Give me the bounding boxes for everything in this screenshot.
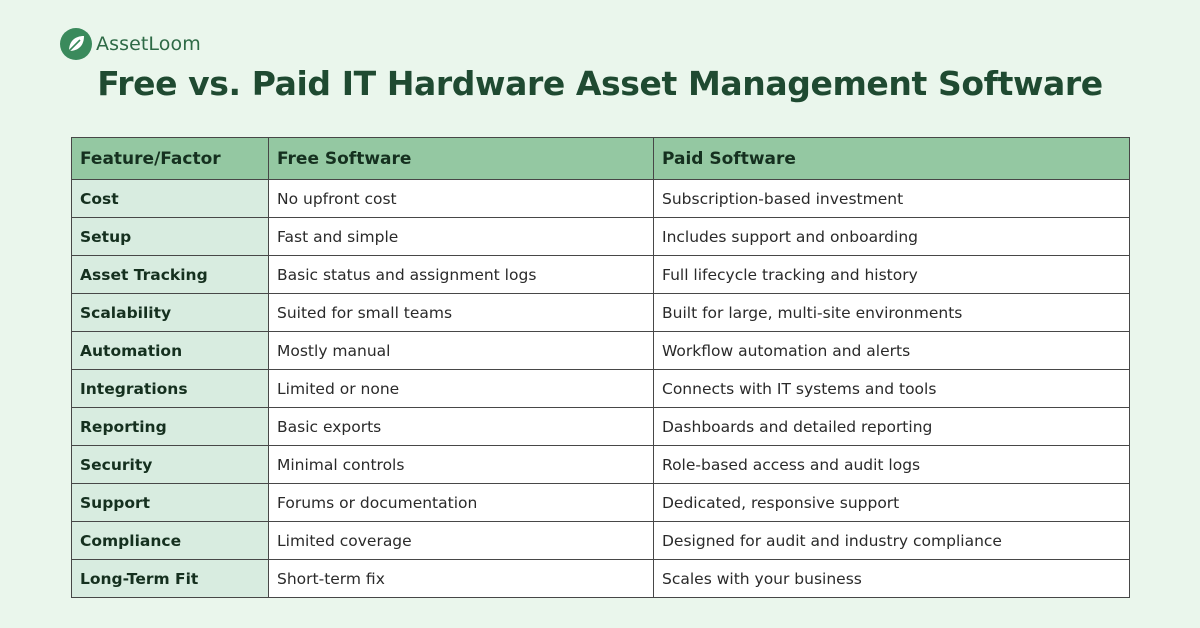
brand-name: AssetLoom (96, 33, 201, 55)
table-row (72, 484, 1130, 522)
paid-software-cell: Workflow automation and alerts (654, 332, 1130, 370)
comparison-table (71, 137, 1130, 598)
free-software-cell: Short-term fix (269, 560, 654, 598)
feature-cell: Compliance (72, 522, 269, 560)
table-row (72, 180, 1130, 218)
page-title: Free vs. Paid IT Hardware Asset Management Software (97, 64, 1103, 103)
paid-software-cell: Designed for audit and industry compliance (654, 522, 1130, 560)
table-row (72, 256, 1130, 294)
table-row (72, 446, 1130, 484)
table-row (72, 294, 1130, 332)
table-row (72, 218, 1130, 256)
feature-cell: Support (72, 484, 269, 522)
free-software-cell: Mostly manual (269, 332, 654, 370)
table-header-row (72, 138, 1130, 180)
feature-cell: Cost (72, 180, 269, 218)
free-software-cell: Limited coverage (269, 522, 654, 560)
paid-software-cell: Includes support and onboarding (654, 218, 1130, 256)
brand-logo (60, 28, 201, 60)
column-header-feature: Feature/Factor (72, 138, 269, 180)
free-software-cell: Forums or documentation (269, 484, 654, 522)
free-software-cell: Basic exports (269, 408, 654, 446)
table-row (72, 370, 1130, 408)
feature-cell: Long-Term Fit (72, 560, 269, 598)
table-row (72, 408, 1130, 446)
leaf-logo-icon (60, 28, 92, 60)
free-software-cell: Fast and simple (269, 218, 654, 256)
paid-software-cell: Role-based access and audit logs (654, 446, 1130, 484)
table-row (72, 560, 1130, 598)
paid-software-cell: Subscription-based investment (654, 180, 1130, 218)
free-software-cell: Minimal controls (269, 446, 654, 484)
paid-software-cell: Full lifecycle tracking and history (654, 256, 1130, 294)
feature-cell: Scalability (72, 294, 269, 332)
free-software-cell: Suited for small teams (269, 294, 654, 332)
paid-software-cell: Connects with IT systems and tools (654, 370, 1130, 408)
paid-software-cell: Dedicated, responsive support (654, 484, 1130, 522)
free-software-cell: No upfront cost (269, 180, 654, 218)
feature-cell: Security (72, 446, 269, 484)
column-header-paid: Paid Software (654, 138, 1130, 180)
feature-cell: Reporting (72, 408, 269, 446)
column-header-free: Free Software (269, 138, 654, 180)
feature-cell: Setup (72, 218, 269, 256)
paid-software-cell: Scales with your business (654, 560, 1130, 598)
feature-cell: Integrations (72, 370, 269, 408)
feature-cell: Automation (72, 332, 269, 370)
free-software-cell: Limited or none (269, 370, 654, 408)
table-row (72, 522, 1130, 560)
table-row (72, 332, 1130, 370)
free-software-cell: Basic status and assignment logs (269, 256, 654, 294)
paid-software-cell: Dashboards and detailed reporting (654, 408, 1130, 446)
paid-software-cell: Built for large, multi-site environments (654, 294, 1130, 332)
feature-cell: Asset Tracking (72, 256, 269, 294)
